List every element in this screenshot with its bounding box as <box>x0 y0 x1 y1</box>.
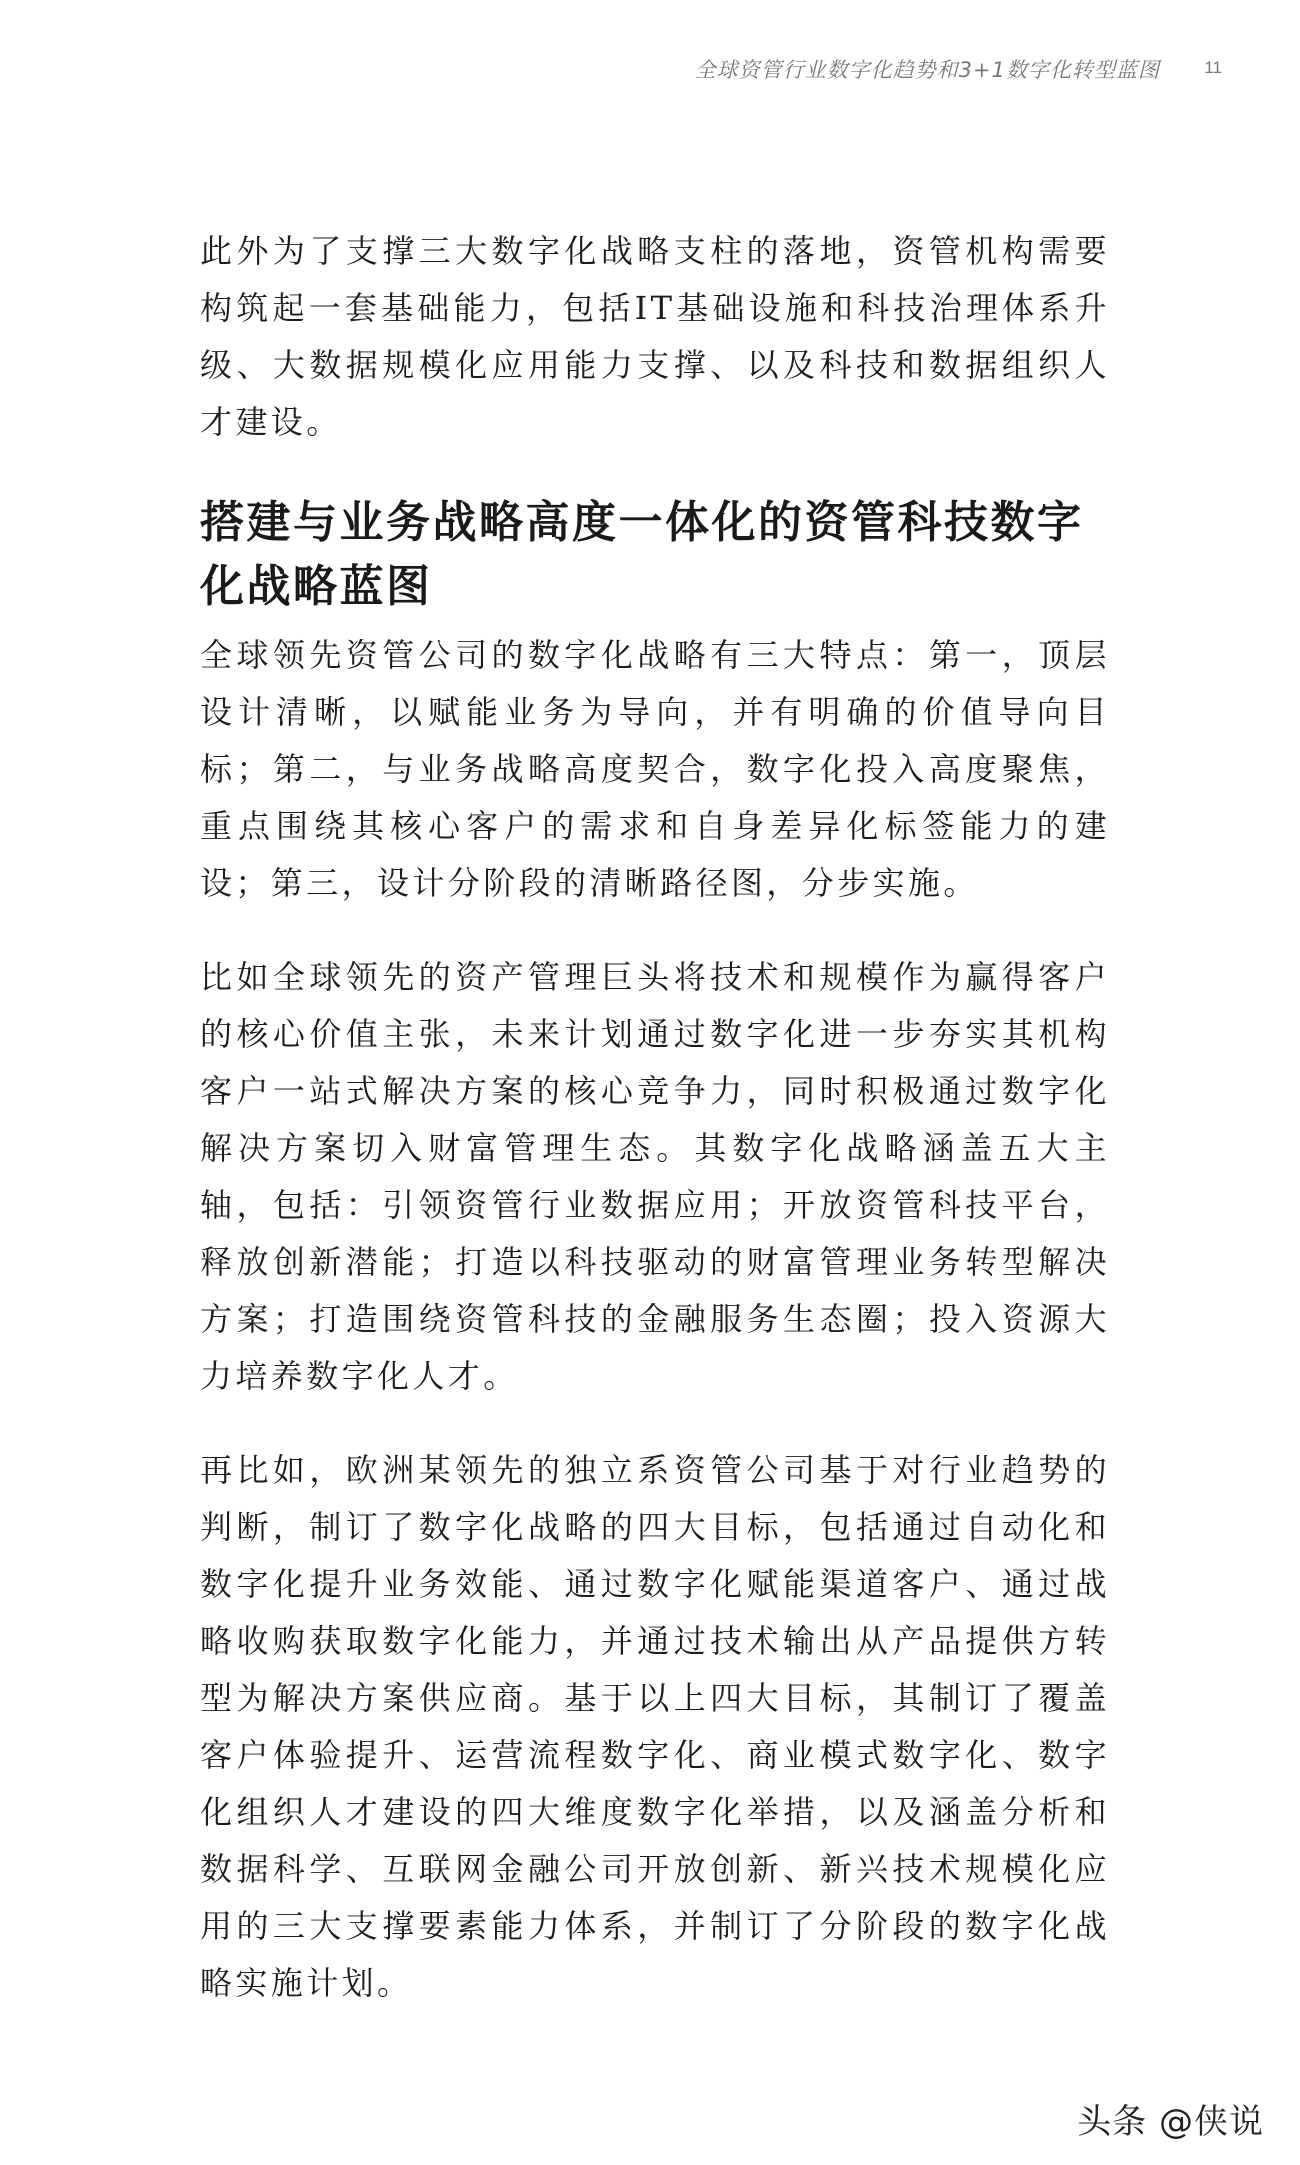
body-paragraph-example-europe: 再比如，欧洲某领先的独立系资管公司基于对行业趋势的判断，制订了数字化战略的四大目标，包括通过自动化和数字化提升业务效能、通过数字化赋能渠道客户、通过战略收购获取数字化能力，并通过技术输出从产品提供方转型为解决方案供应商。基于以上四大目标，其制订了覆盖客户体验提升、运营流程数字化、商业模式数字化、数字化组织人才建设的四大维度数字化举措，以及涵盖分析和数据科学、互联网金融公司开放创新、新兴技术规模化应用的三大支撑要素能力体系，并制订了分阶段的数字化战略实施计划。 <box>200 1451 1110 2002</box>
page-body <box>200 223 1110 2012</box>
watermark: 头条 @侠说 <box>1077 2102 1264 2142</box>
body-paragraph-example-global: 比如全球领先的资产管理巨头将技术和规模作为赢得客户的核心价值主张，未来计划通过数字化进一步夯实其机构客户一站式解决方案的核心竞争力，同时积极通过数字化解决方案切入财富管理生态。其数字化战略涵盖五大主轴，包括：引领资管行业数据应用；开放资管科技平台，释放创新潜能；打造以科技驱动的财富管理业务转型解决方案；打造围绕资管科技的金融服务生态圈；投入资源大力培养数字化人才。 <box>200 958 1110 1395</box>
body-paragraph-features: 全球领先资管公司的数字化战略有三大特点：第一，顶层设计清晰，以赋能业务为导向，并有明确的价值导向目标；第二，与业务战略高度契合，数字化投入高度聚焦，重点围绕其核心客户的需求和自身差异化标签能力的建设；第三，设计分阶段的清晰路径图，分步实施。 <box>200 636 1110 902</box>
intro-paragraph: 此外为了支撑三大数字化战略支柱的落地，资管机构需要构筑起一套基础能力，包括IT基础设施和科技治理体系升级、大数据规模化应用能力支撑、以及科技和数据组织人才建设。 <box>200 232 1110 441</box>
page-number: 11 <box>1204 58 1222 77</box>
section-heading: 搭建与业务战略高度一体化的资管科技数字化战略蓝图 <box>200 497 1084 612</box>
running-header-title: 全球资管行业数字化趋势和3+1数字化转型蓝图 <box>694 58 1160 82</box>
